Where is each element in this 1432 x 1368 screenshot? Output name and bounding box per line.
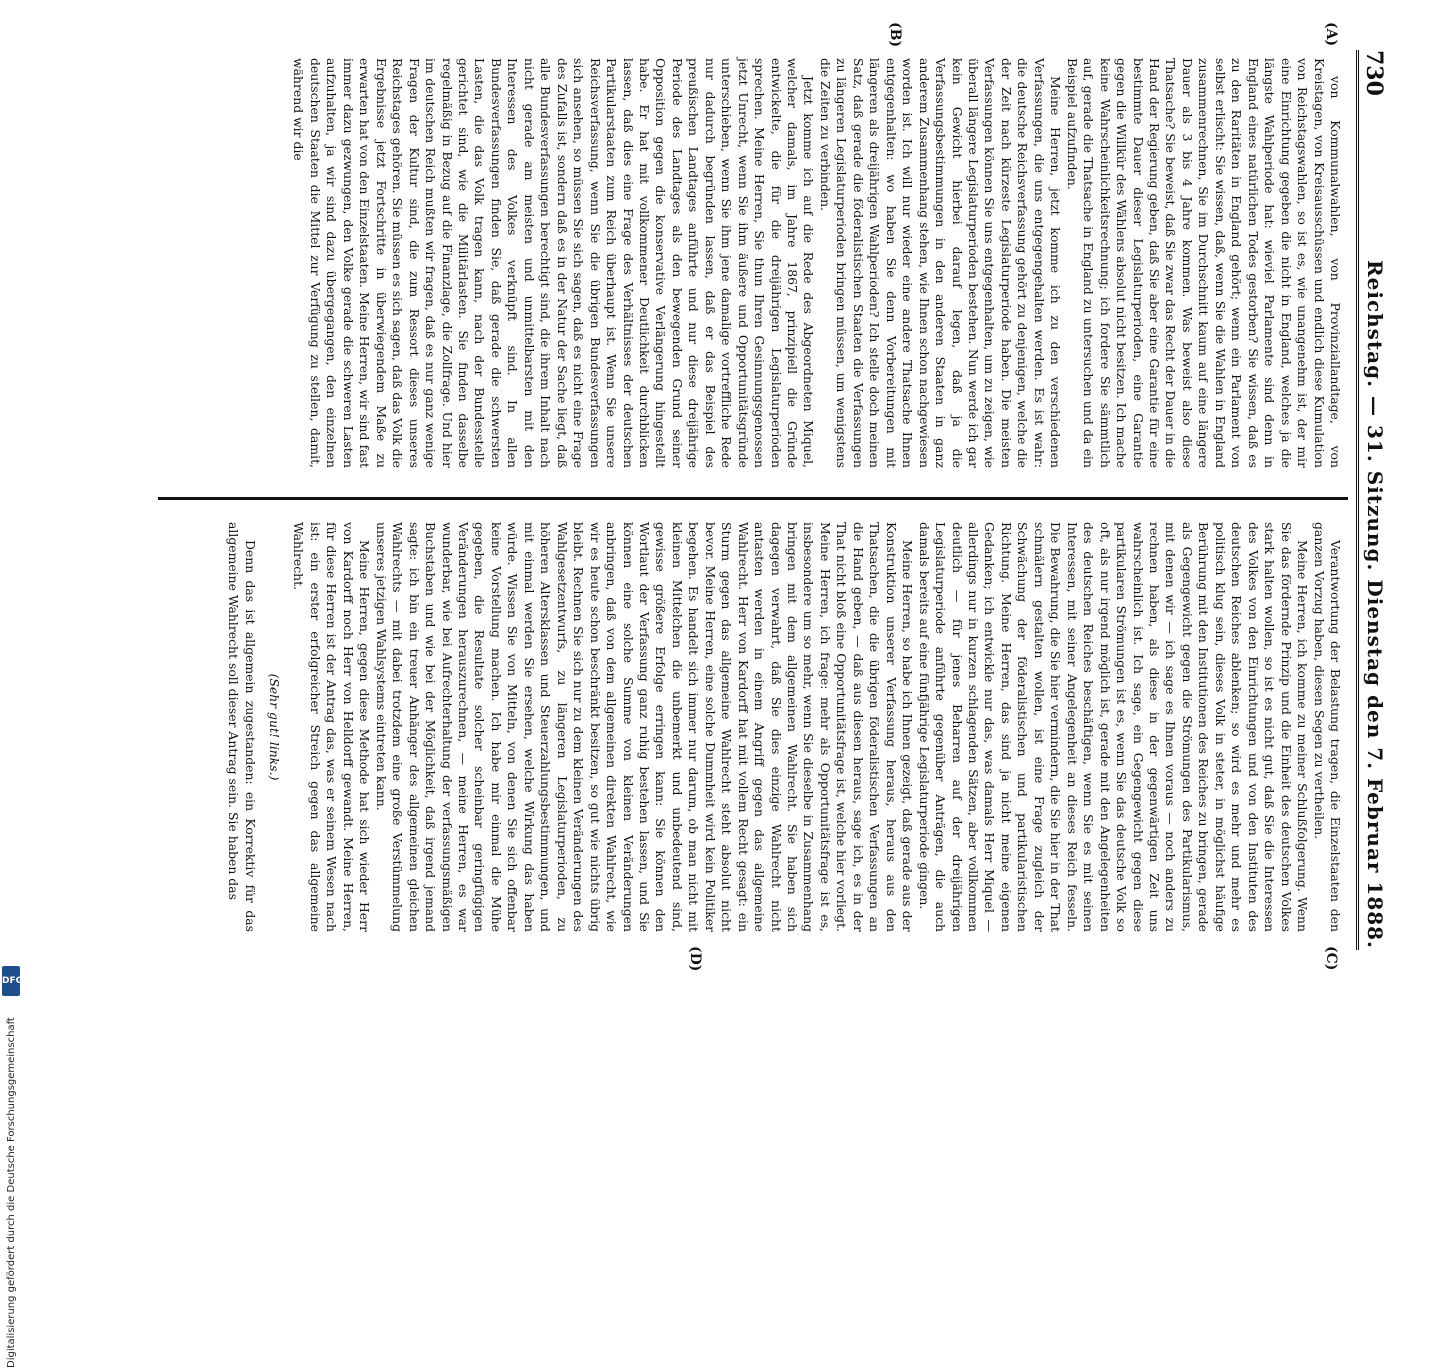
paragraph: Meine Herren, jetzt komme ich zu den verschiedenen Verfassungen, die uns entgegengehalten werden. Es ist wahr: die deutsche Reichsverfassung gehört zu denjenigen, welche die der Zeit nach kürzeste Legislaturperiode haben. Die meisten Verfassungen können Sie uns entgegenhalten, um zu zeigen, wie überall längere Legislaturperioden bestehen. Nun werde ich gar kein Gewicht hierbei darauf legen, daß ja die Verfassungsbestimmungen in den anderen Staaten in ganz anderem Zusammenhang stehen, wie Ihnen schon nachgewiesen worden ist. Ich will nur wieder eine andere Thatsache Ihnen entgegenhalten: wo haben Sie denn Vorbereitungen mit längeren als dreijährigen Wahlperioden? Ich stelle doch meinen Satz, daß gerade die föderalistischen Staaten die Verfassungen zu längeren Legislaturperioden bringen müssen, um wenigstens die Zeiten zu verbinden. (817, 58, 1064, 468)
column-divider (158, 497, 1348, 500)
header-rule (1356, 50, 1359, 950)
applause-note: (Sehr gut! links.) (267, 673, 282, 781)
dfg-logo-icon: DFG (2, 966, 20, 996)
document-page (103, 0, 1403, 1000)
paragraph: von Kommunalwahlen, von Provinziallandtage, von Kreistagen, von Kreisausschüssen und endlich diese Kumulation von Reichstagswahlen, so ist es, wie unangenehm ist, der mir eine Einrichtung gegeben die nicht in England, welches ja die längste Wahlperiode hat: wieviel Parlamente sind denn in England eines natürlichen Todes gestorben? Sie wissen, daß es zu den Raritäten in England gehört; wenn ein Parlament von selbst erlischt: Sie wissen, daß, wenn Sie die Wahlen in England zusammenrechnen, Sie im Durchschnitt kaum auf eine längere Dauer als 3 bis 4 Jahre kommen. Was beweist also diese Thatsache? Sie beweist, daß Sie zwar das Recht der Dauer in die Hand der Regierung geben, daß Sie aber eine Garantie für eine bestimmte Dauer dieser Legislaturperioden, eine Garantie gegen die Willkür des Wählens absolut nicht besitzen. Ich mache keine Wahrscheinlichkeitsrechnung; ich fordere Sie sämmtlich auf, gerade die Thatsache in England zu untersuchen und da ein Beispiel aufzufinden. (1064, 58, 1343, 468)
paragraph: Denn das ist allgemein zugestanden: ein Korrektiv für das allgemeine Wahlrecht soll dieser Antrag sein. Sie haben das (226, 522, 258, 932)
paragraph: Meine Herren, ich komme zu meiner Schlußfolgerung. Wenn Sie das fördernde Prinzip und die Einheit des deutschen Volkes stark halten wollen, so ist es nicht gut, daß Sie die Interessen des Volkes von den Einrichtungen und von den Instituten des deutschen Reiches ablenken; so wird es mehr und mehr es politisch klug sein, dieses Volk in steter, in möglichst häufige Berührung mit den Institutionen des Reiches zu bringen, gerade als Gegengewicht gegen die Strömungen des Partikularismus, mit denen wir — ich sage es Ihnen voraus — noch anders zu rechnen haben, als diese in der gegenwärtigen Zeit uns wahrscheinlich ist. Ich sage, ein Gegengewicht gegen diese partikularen Strömungen ist es, wenn Sie das deutsche Volk so oft, als nur irgend möglich ist, gerade mit den Angelegenheiten des deutschen Reiches beschäftigen, wenn Sie es mit seinen Interessen, mit seiner Angelegenheit an dieses Reich fesseln. Die Bewahrung, die Sie hier vermindern, die Sie hier in der That schmälern gestalten wollen, ist eine Frage zugleich der Schwächung der föderalistischen und partikularistischen Richtung. Meine Herren, das sind ja nicht meine eigenen Gedanken; ich entwickle nur das, was damals Herr Miquel — allerdings nur in kurzen schlagenden Sätzen, aber vollkommen deutlich — für jenes Beharren auf der dreijährigen Legislaturperiode anführte gegenüber Anträgen, die auch damals bereits auf eine fünfjährige Legislaturperiode gingen. (916, 522, 1311, 932)
margin-marker-d: (D) (687, 946, 703, 972)
paragraph: Verantwortung der Belastung tragen, die Einzelstaaten den ganzen Vorzug haben, diesen Segen zu vertheilen. (1311, 522, 1343, 932)
page-title: Reichstag. — 31. Sitzung. Dienstag den 7. Februar 1888. (1363, 260, 1387, 950)
paragraph: Jetzt komme ich auf die Rede des Abgeordneten Miquel, welcher damals, im Jahre 1867, prinzipiell die Gründe entwickelte, die für die dreijährigen Legislaturperioden sprechen. Meine Herren, Sie thun Ihren Gesinnungsgenossen jetzt Unrecht, wenn Sie ihm äußere und Opportunitätsgründe unterschieben, wenn Sie ihm jene damalige vortreffliche Rede nur dadurch begründen lassen, daß er das Beispiel des preußischen Landtages anführte und nur diese dreijährige Periode des Landtages als den bewegenden Grund seiner Opposition gegen die konservative Verlängerung hingestellt habe. Er hat mit vollkommener Deutlichkeit durchblicken lassen, daß dies eine Frage des Verhältnisses der deutschen Partikularstaaten zum Reich überhaupt ist. Wenn Sie unsere Reichsverfassung, wenn Sie die übrigen Bundesverfassungen sich ansehen, so müssen Sie sich sagen, daß es nicht eine Frage des Zufalls ist, sondern daß es in der Natur der Sache liegt, daß alle Bundesverfassungen berechtigt sind, die ihrem Inhalt nach nicht gerade am meisten und unmittelbarsten mit den Interessen des Volkes verknüpft sind. In allen Bundesverfassungen finden Sie, daß gerade die schwersten Lasten, die das Volk tragen kann, nach der Bundesstelle gerichtet sind, wie die Militärlasten. Sie finden dasselbe regelmäßig in Bezug auf die Finanzlage, die Zollfrage. Und hier im deutschen Reich mußten wir fragen, daß es nur ganz wenige Fragen der Kultur sind, die zum Ressort dieses unseres Reichstages gehören. Sie müssen es sich sagen, daß das Volk die Ergebnisse jetzt Fortschritte in überwiegendem Maße zu erwarten hat von den Einzelstaaten. Meine Herren, wir sind fast immer dazu gezwungen, den Volke gerade die schweren Lasten aufzuhalten, ja wir sind dazu übergegangen, den einzelnen deutschen Staaten die Mittel zur Verfügung zu stellen, damit, während wir die (291, 58, 817, 468)
digitization-note: Digitalisierung gefördert durch die Deutsche Forschungsgemeinschaft (6, 1017, 17, 1368)
paragraph: Meine Herren, gegen diese Methode hat sich wieder Herr von Kardorff noch Herr von Helldorff gewandt. Meine Herren, für diese Herren ist der Antrag das, was er seinem Wesen nach ist: ein erster erfolgreicher Streich gegen das allgemeine Wahlrecht. (291, 522, 373, 932)
paragraph: Meine Herren, so habe ich Ihnen gezeigt, daß gerade aus der Konstruktion unserer Verfassung heraus, heraus aus den Thatsachen, die die übrigen föderalistischen Verfassungen an die Hand geben, — daß aus diesen heraus, sage ich, es in der That nicht bloß eine Opportunitätsfrage ist, welche hier vorliegt. Meine Herren, ich frage: mehr als Opportunitätsfrage ist es, insbesondere um so mehr, wenn Sie dieselbe in Zusammenhang bringen mit dem allgemeinen Wahlrecht. Sie haben sich dagegen verwahrt, daß Sie dies einzige Wahlrecht nicht antasten werden in einem Angriff gegen das allgemeine Wahlrecht. Herr von Kardorff hat mit vollem Recht gesagt: ein Sturm gegen das allgemeine Wahlrecht steht absolut nicht bevor. Meine Herren, eine solche Dummheit wird kein Politiker begehen. Es handelt sich immer nur darum, ob man nicht mit kleinen Mittelchen die unbemerkt und unbedeutend sind, gewisse größere Erfolge erringen kann: Sie können den Wortlaut der Verfassung ganz ruhig bestehen lassen, und Sie können eine solche Summe von kleinen Veränderungen anbringen, daß von dem allgemeinen direkten Wahlrecht, wie wir es heute schon beschränkt besitzen, so gut wie nichts übrig bleibt. Rechnen Sie sich nur zu dem kleinen Veränderungen des Wahlgesetzentwurfs, zu längeren Legislaturperioden, zu höheren Altersklassen und Steuerzahlungsbestimmungen, und mit einmal werden Sie ersehen, welche Wirkung das haben würde. Wissen Sie von Mitteln, von denen Sie sich offenbar keine Vorstellung machen. Ich habe mir einmal die Mühe gegeben, die Resultate solcher scheinbar geringfügigen Veränderungen herauszurechnen, — meine Herren, es war wunderbar, wie bei Aufrechterhaltung der verfassungsmäßigen Buchstaben und wie bei der Möglichkeit, daß irgend jemand sagte: ich bin ein treuer Anhänger des allgemeinen gleichen Wahlrechts — mit dabei trotzdem eine große Verstümmelung unseres jetzigen Wahlsystems eintreten kann. (373, 522, 916, 932)
digitization-footer (0, 978, 1432, 1368)
page-header (1355, 50, 1395, 950)
margin-marker-b: (B) (887, 22, 903, 48)
left-column (290, 58, 1343, 468)
margin-marker-a: (A) (1323, 22, 1339, 47)
right-column (225, 522, 1343, 932)
margin-marker-c: (C) (1323, 946, 1339, 971)
page-number: 730 (1361, 50, 1387, 96)
